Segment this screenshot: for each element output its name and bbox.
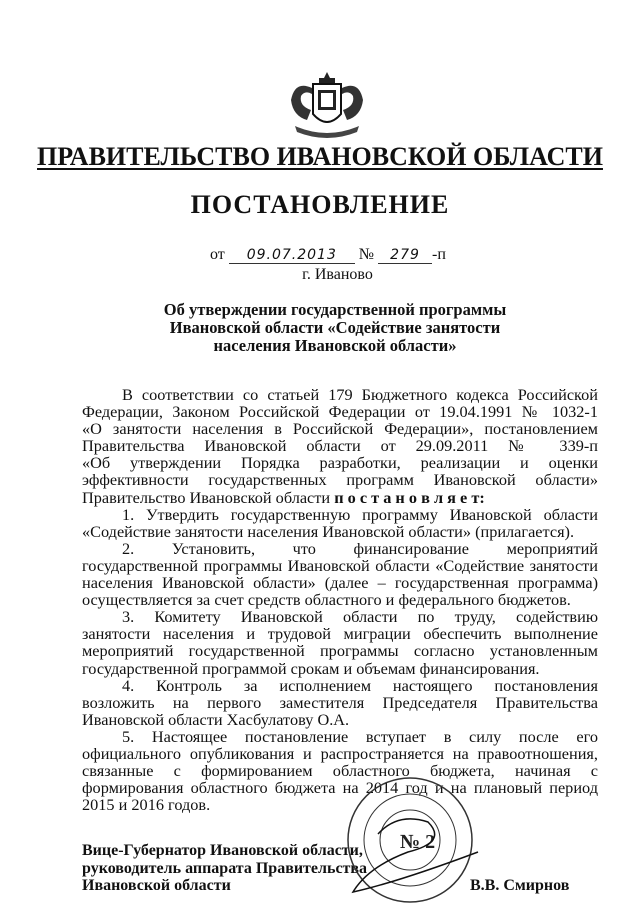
document-date: 09.07.2013 <box>229 247 355 264</box>
government-name-text: ПРАВИТЕЛЬСТВО ИВАНОВСКОЙ ОБЛАСТИ <box>37 142 603 171</box>
text-line: государственной программой срокам и объемам финансирования. <box>82 658 540 678</box>
text-line: возложить на первого заместителя Председателя Правительства <box>82 692 598 712</box>
svg-text:№ 2: № 2 <box>400 831 436 853</box>
text-line: Ивановской области Хасбулатову О.А. <box>82 709 350 729</box>
subject-line: Ивановской области «Содействие занятости <box>169 318 501 337</box>
official-stamp-with-signature <box>338 772 488 907</box>
item-3 <box>82 608 598 676</box>
document-number: 279 <box>378 247 432 264</box>
text-line: «Содействие занятости населения Ивановской области» (прилагается). <box>82 521 575 541</box>
government-name <box>0 142 640 172</box>
text-line: занятости населения и трудовой миграции обеспечить выполнение <box>82 624 598 644</box>
document-body <box>82 386 598 813</box>
signatory-position <box>82 842 367 895</box>
number-prefix: № <box>358 246 375 263</box>
text-line: связанные с формированием областного бюджета, начиная с <box>82 761 598 781</box>
number-suffix: -п <box>432 246 446 263</box>
text-line: эффективности государственных программ Ивановской области» <box>82 470 598 490</box>
signatory-name: В.В. Смирнов <box>470 877 570 894</box>
text-line: «Об утверждении Порядка разработки, реализации и оценки <box>82 453 598 473</box>
text-line: 2. Установить, что финансирование мероприятий <box>122 538 598 558</box>
text-line: Правительства Ивановской области от 29.09.2011 № 339-п <box>82 436 598 456</box>
text-line: 5. Настоящее постановление вступает в силу после его <box>122 726 598 746</box>
text-line: государственной программы Ивановской области «Содействие занятости <box>82 555 598 575</box>
document-subject <box>0 301 640 355</box>
text-line <box>82 489 598 506</box>
resolves-word: п о с т а н о в л я е т: <box>334 487 485 507</box>
text-line: 2015 и 2016 годов. <box>82 795 211 815</box>
item-2 <box>82 540 598 608</box>
position-line: Ивановской области <box>82 877 231 894</box>
subject-line: Об утверждении государственной программы <box>163 300 507 319</box>
date-number-line <box>210 246 446 264</box>
text-line: 3. Комитету Ивановской области по труду, содействию <box>122 607 598 627</box>
item-1 <box>82 506 598 540</box>
preamble-paragraph <box>82 386 598 506</box>
coat-of-arms-emblem <box>285 70 369 142</box>
text-line: «О занятости населения в Российской Федерации», постановлением <box>82 419 598 439</box>
text-line: 1. Утвердить государственную программу Ивановской области <box>122 504 598 524</box>
subject-line: населения Ивановской области» <box>213 336 457 355</box>
text-line: официального опубликования и распространяется на правоотношения, <box>82 743 598 763</box>
item-4 <box>82 677 598 728</box>
text-line: формирования областного бюджета на 2014 год и на плановый период <box>82 778 598 798</box>
text-span: Правительство Ивановской области <box>82 487 331 507</box>
position-line: Вице-Губернатор Ивановской области, <box>82 842 363 859</box>
position-line: руководитель аппарата Правительства <box>82 859 368 877</box>
text-line: 4. Контроль за исполнением настоящего постановления <box>122 675 598 695</box>
text-line: населения Ивановской области» (далее – государственная программа) <box>82 573 598 593</box>
text-line: осуществляется за счет средств областного и федерального бюджетов. <box>82 590 571 610</box>
text-line: В соответствии со статьей 179 Бюджетного кодекса Российской <box>122 385 598 404</box>
date-prefix: от <box>210 246 225 263</box>
document-type: ПОСТАНОВЛЕНИЕ <box>190 190 450 219</box>
city: г. Иваново <box>302 266 373 283</box>
text-line: мероприятий государственной программы согласно установленным <box>82 641 598 661</box>
text-line: Федерации, Законом Российской Федерации от 19.04.1991 № 1032-1 <box>82 402 598 422</box>
